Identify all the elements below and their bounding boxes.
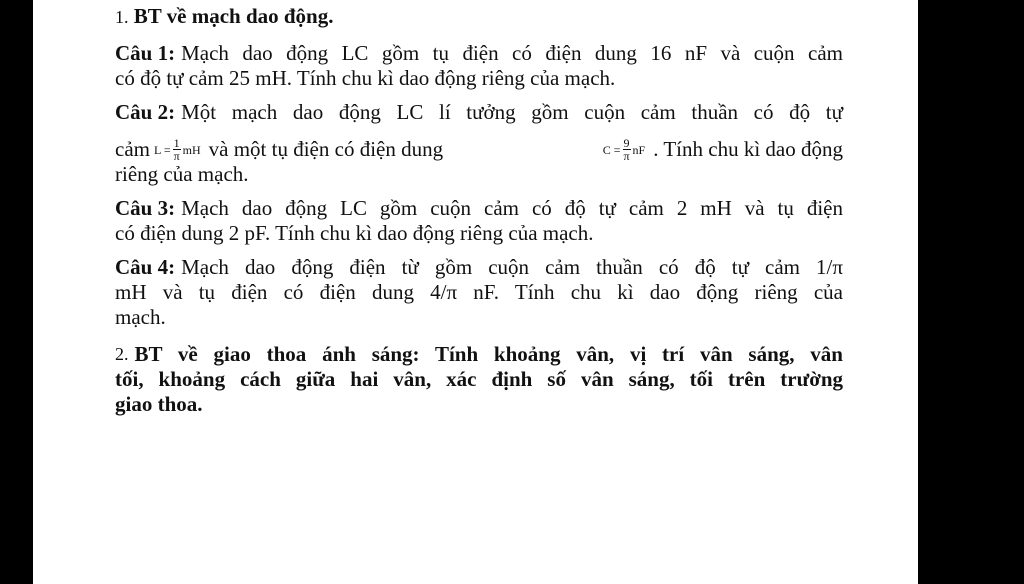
question-3-label: Câu 3: — [115, 196, 176, 220]
question-3-line-1 — [115, 196, 843, 221]
question-1-text-1: Mạch dao động LC gồm tụ điện có điện dung 16 nF và cuộn cảm — [181, 41, 843, 65]
question-2-text-1: Một mạch dao động LC lí tưởng gồm cuộn cảm thuần có độ tự — [181, 100, 843, 124]
question-2-line-2 — [115, 137, 843, 162]
inductance-numerator: 1 — [173, 136, 180, 150]
document-page — [33, 0, 918, 584]
question-1-text-2: có độ tự cảm 25 mH. Tính chu kì dao động riêng của mạch. — [115, 66, 616, 90]
section-2-heading — [115, 342, 843, 417]
question-3-text-2: có điện dung 2 pF. Tính chu kì dao động riêng của mạch. — [115, 221, 594, 245]
question-2-label: Câu 2: — [115, 100, 176, 124]
question-1-line-1 — [115, 41, 843, 66]
section-2-text-1: BT về giao thoa ánh sáng: Tính khoảng vân, vị trí vân sáng, vân — [134, 342, 843, 366]
inductance-formula — [154, 137, 201, 162]
question-1-first-segment — [115, 41, 175, 66]
section-2-text-2: tối, khoảng cách giữa hai vân, xác định số vân sáng, tối trên trường — [115, 367, 843, 391]
capacitance-lhs: C = — [602, 142, 621, 157]
capacitance-fraction — [623, 137, 631, 162]
question-2-post: . Tính chu kì dao động — [653, 137, 843, 161]
question-4-text-1: Mạch dao động điện từ gồm cuộn cảm thuần có độ tự cảm 1/π — [181, 255, 843, 279]
question-2 — [115, 100, 843, 187]
question-2-mid: và một tụ điện có điện dung — [208, 137, 444, 161]
capacitance-formula — [603, 137, 645, 162]
inductance-lhs: L = — [153, 142, 171, 157]
inductance-unit: mH — [182, 142, 201, 157]
question-4-line-1 — [115, 255, 843, 280]
question-2-line-1 — [115, 100, 843, 125]
question-3 — [115, 196, 843, 246]
question-4 — [115, 255, 843, 330]
section-1-number: 1. — [115, 7, 129, 27]
question-4-text-3: mạch. — [115, 305, 166, 329]
section-2-line-1 — [115, 342, 843, 367]
section-1-heading — [115, 4, 843, 30]
section-2-text-3: giao thoa. — [115, 392, 203, 416]
section-1-title: BT về mạch dao động. — [133, 4, 334, 28]
section-2-number: 2. — [115, 344, 129, 364]
question-1-label: Câu 1: — [115, 41, 176, 65]
question-4-text-2: mH và tụ điện có điện dung 4/π nF. Tính chu kì dao động riêng của — [115, 280, 843, 304]
capacitance-numerator: 9 — [623, 136, 630, 150]
question-1 — [115, 41, 843, 91]
question-2-text-3: riêng của mạch. — [115, 162, 249, 186]
question-2-pre: cảm — [115, 137, 150, 161]
inductance-fraction — [173, 137, 181, 162]
document-content — [115, 4, 843, 417]
question-4-label: Câu 4: — [115, 255, 176, 279]
capacitance-denominator: π — [623, 149, 630, 163]
inductance-denominator: π — [173, 149, 180, 163]
capacitance-unit: nF — [632, 142, 646, 157]
question-3-text-1: Mạch dao động LC gồm cuộn cảm có độ tự cảm 2 mH và tụ điện — [181, 196, 843, 220]
